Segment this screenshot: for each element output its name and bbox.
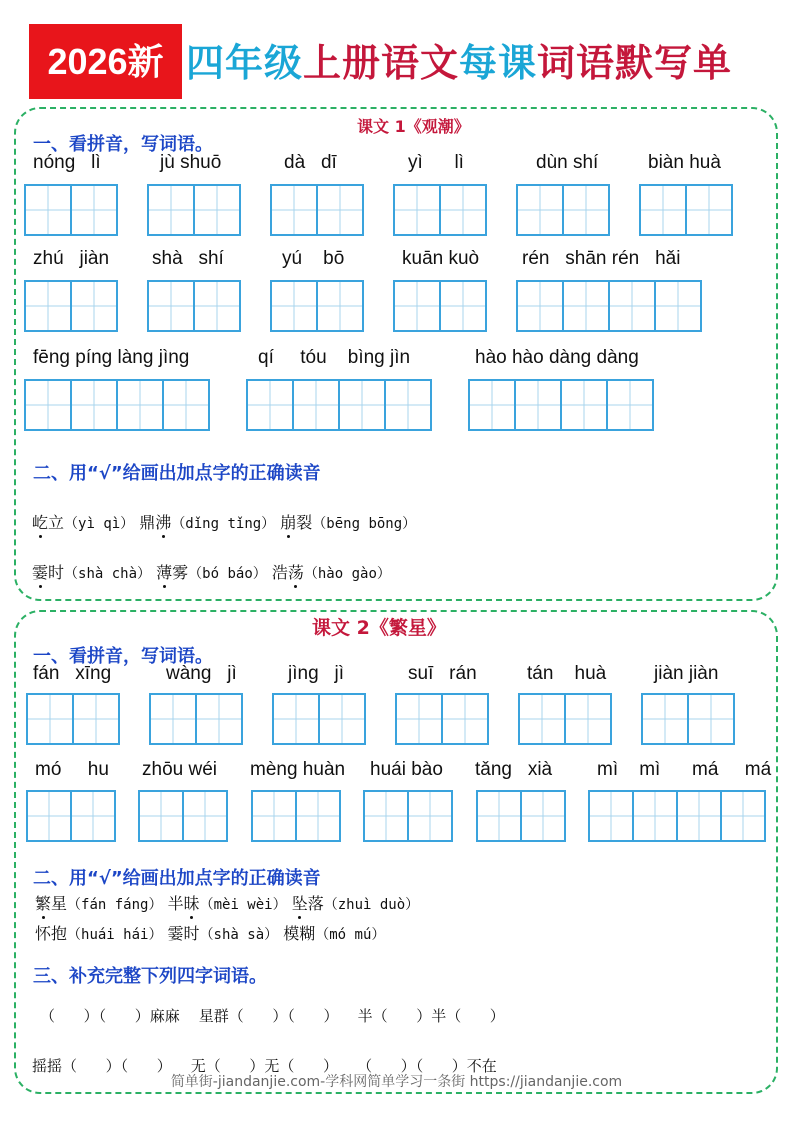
pinyin-label: fán xīng <box>33 663 112 684</box>
dotted-character: 霎 <box>32 560 48 583</box>
pinyin-label: mì mì má má <box>597 759 772 780</box>
writing-cell[interactable] <box>318 693 366 745</box>
pinyin-label: huái bào <box>370 759 443 780</box>
word <box>32 513 64 532</box>
pinyin-label: qí tóu bìng jìn <box>258 347 411 368</box>
character: 裂 <box>296 513 313 532</box>
writing-cell[interactable] <box>516 280 564 332</box>
writing-grid[interactable] <box>516 280 702 332</box>
dotted-character: 薄 <box>156 560 172 583</box>
writing-cell[interactable] <box>316 280 364 332</box>
pinyin-label: yì lì <box>408 152 464 173</box>
dotted-character: 崩 <box>280 510 296 533</box>
pronunciation-line <box>32 510 416 533</box>
pronunciation-options[interactable]: （hào gào） <box>303 566 391 582</box>
writing-cell[interactable] <box>608 280 656 332</box>
word <box>35 894 67 913</box>
writing-cell[interactable] <box>26 790 72 842</box>
writing-grid[interactable] <box>588 790 766 842</box>
writing-grid[interactable] <box>26 790 116 842</box>
writing-cell[interactable] <box>162 379 210 431</box>
title-part-each: 每课 <box>459 41 538 85</box>
writing-grid[interactable] <box>518 693 612 745</box>
writing-cell[interactable] <box>70 280 118 332</box>
pronunciation-options[interactable]: （mèi wèi） <box>199 897 287 913</box>
writing-grid[interactable] <box>138 790 228 842</box>
dotted-character: 荡 <box>288 560 304 583</box>
dotted-character: 屹 <box>32 510 48 533</box>
title-part-grade: 四年级 <box>186 41 304 85</box>
pinyin-label: mèng huàn <box>250 759 346 780</box>
word <box>292 894 324 913</box>
writing-grid[interactable] <box>639 184 733 236</box>
title-part-subject: 上册语文 <box>303 41 460 85</box>
writing-cell[interactable] <box>562 280 610 332</box>
writing-cell[interactable] <box>26 693 74 745</box>
pinyin-label: jiàn jiàn <box>654 663 719 684</box>
pinyin-label: jìng jì <box>288 663 344 684</box>
writing-grid[interactable] <box>395 693 489 745</box>
writing-cell[interactable] <box>685 184 733 236</box>
writing-cell[interactable] <box>193 280 241 332</box>
character: 星 <box>51 894 68 913</box>
writing-cell[interactable] <box>70 379 118 431</box>
writing-cell[interactable] <box>182 790 228 842</box>
writing-cell[interactable] <box>639 184 687 236</box>
writing-cell[interactable] <box>439 184 487 236</box>
writing-grid[interactable] <box>147 184 241 236</box>
pinyin-label: fēng píng làng jìng <box>33 347 190 368</box>
pronunciation-options[interactable]: （yì qì） <box>64 516 135 532</box>
pronunciation-line <box>32 560 391 583</box>
writing-cell[interactable] <box>138 790 184 842</box>
writing-cell[interactable] <box>24 280 72 332</box>
writing-cell[interactable] <box>384 379 432 431</box>
pronunciation-options[interactable]: （bó báo） <box>188 566 267 582</box>
writing-cell[interactable] <box>292 379 340 431</box>
writing-grid[interactable] <box>24 280 118 332</box>
character: 雾 <box>172 563 189 582</box>
writing-cell[interactable] <box>295 790 341 842</box>
pronunciation-options[interactable]: （zhuì duò） <box>323 897 420 913</box>
lesson1-title: 课文 1《观潮》 <box>357 117 470 136</box>
writing-cell[interactable] <box>195 693 243 745</box>
writing-cell[interactable] <box>338 379 386 431</box>
dotted-character: 昧 <box>184 891 200 914</box>
writing-grid[interactable] <box>149 693 243 745</box>
writing-cell[interactable] <box>147 184 195 236</box>
pronunciation-options[interactable]: （bēng bōng） <box>312 516 417 532</box>
writing-cell[interactable] <box>393 184 441 236</box>
pinyin-label: mó hu <box>35 759 109 780</box>
dotted-character: 坠 <box>292 891 308 914</box>
pinyin-label: yú bō <box>282 248 345 269</box>
footer-watermark: 简单街-jiandanjie.com-学科网简单学习一条街 https://jiandanjie.com <box>170 1074 623 1090</box>
writing-grid[interactable] <box>476 790 566 842</box>
lesson2-section3-heading: 三、补充完整下列四字词语。 <box>33 966 267 987</box>
writing-cell[interactable] <box>393 280 441 332</box>
word <box>280 513 312 532</box>
word: 模糊 <box>283 924 316 943</box>
writing-grid[interactable] <box>272 693 366 745</box>
writing-cell[interactable] <box>468 379 516 431</box>
pronunciation-options[interactable]: （fán fáng） <box>67 897 163 913</box>
lesson1-section2-heading: 二、用“√”给画出加点字的正确读音 <box>33 463 321 484</box>
writing-cell[interactable] <box>516 184 564 236</box>
word <box>32 563 64 582</box>
character: 鼎 <box>139 513 156 532</box>
writing-cell[interactable] <box>116 379 164 431</box>
dotted-character: 繁 <box>35 891 51 914</box>
writing-cell[interactable] <box>441 693 489 745</box>
writing-cell[interactable] <box>520 790 566 842</box>
word: 怀抱 <box>35 924 68 943</box>
pinyin-label: zhú jiàn <box>33 248 110 269</box>
pronunciation-options[interactable]: （shà chà） <box>64 566 152 582</box>
writing-cell[interactable] <box>654 280 702 332</box>
character: 落 <box>307 894 324 913</box>
writing-cell[interactable] <box>24 184 72 236</box>
writing-cell[interactable] <box>395 693 443 745</box>
writing-cell[interactable] <box>562 184 610 236</box>
pinyin-label: tán huà <box>527 663 607 684</box>
writing-cell[interactable] <box>363 790 409 842</box>
writing-cell[interactable] <box>193 184 241 236</box>
writing-cell[interactable] <box>270 184 318 236</box>
pinyin-label: kuān kuò <box>402 248 480 269</box>
writing-cell[interactable] <box>270 280 318 332</box>
writing-grid[interactable] <box>246 379 432 431</box>
writing-grid[interactable] <box>24 379 210 431</box>
title-part-sheet: 词语默写单 <box>537 41 733 85</box>
writing-cell[interactable] <box>24 379 72 431</box>
writing-cell[interactable] <box>147 280 195 332</box>
writing-cell[interactable] <box>606 379 654 431</box>
writing-cell[interactable] <box>246 379 294 431</box>
writing-grid[interactable] <box>24 184 118 236</box>
pronunciation-options[interactable]: （huái hái） <box>67 927 163 943</box>
writing-cell[interactable] <box>687 693 735 745</box>
writing-cell[interactable] <box>272 693 320 745</box>
writing-cell[interactable] <box>514 379 562 431</box>
pronunciation-line <box>35 921 385 944</box>
writing-grid[interactable] <box>147 280 241 332</box>
writing-cell[interactable] <box>720 790 766 842</box>
character: 立 <box>48 513 65 532</box>
writing-cell[interactable] <box>560 379 608 431</box>
character: 浩 <box>271 563 288 582</box>
idiom-fill-line[interactable]: 摇摇（ ）（ ） 无（ ）无（ ） （ ）（ ）不在 <box>32 1057 497 1075</box>
writing-cell[interactable] <box>149 693 197 745</box>
writing-cell[interactable] <box>316 184 364 236</box>
lesson2-section2-heading: 二、用“√”给画出加点字的正确读音 <box>33 868 321 889</box>
character: 时 <box>48 563 65 582</box>
writing-cell[interactable] <box>632 790 678 842</box>
pinyin-label: dùn shí <box>536 152 599 173</box>
writing-grid[interactable] <box>516 184 610 236</box>
writing-cell[interactable] <box>70 790 116 842</box>
writing-cell[interactable] <box>641 693 689 745</box>
lesson2-title: 课文 2《繁星》 <box>312 617 446 639</box>
pinyin-label: nóng lì <box>33 152 101 173</box>
pinyin-label: biàn huà <box>648 152 721 173</box>
pinyin-label: jù shuō <box>160 152 222 173</box>
word: 霎时 <box>167 924 200 943</box>
word <box>139 513 171 532</box>
pinyin-label: rén shān rén hǎi <box>522 248 681 269</box>
idiom-fill-line[interactable]: （ ）（ ）麻麻 星群（ ）（ ） 半（ ）半（ ） <box>40 1007 505 1025</box>
pinyin-label: shà shí <box>152 248 224 269</box>
writing-grid[interactable] <box>641 693 735 745</box>
word <box>156 563 188 582</box>
pinyin-label: wàng jì <box>166 663 237 684</box>
page-title <box>186 38 732 88</box>
writing-cell[interactable] <box>439 280 487 332</box>
writing-cell[interactable] <box>72 693 120 745</box>
pinyin-label: zhōu wéi <box>142 759 217 780</box>
writing-grid[interactable] <box>251 790 341 842</box>
writing-cell[interactable] <box>407 790 453 842</box>
writing-grid[interactable] <box>26 693 120 745</box>
writing-grid[interactable] <box>363 790 453 842</box>
pronunciation-line <box>35 891 419 914</box>
year-badge: 2026新 <box>29 24 182 99</box>
dotted-character: 沸 <box>155 510 171 533</box>
writing-cell[interactable] <box>518 693 566 745</box>
writing-cell[interactable] <box>251 790 297 842</box>
pinyin-label: suī rán <box>408 663 477 684</box>
word <box>168 894 200 913</box>
writing-grid[interactable] <box>468 379 654 431</box>
writing-cell[interactable] <box>676 790 722 842</box>
lesson2-section1-heading: 一、看拼音，写词语。 <box>33 646 213 667</box>
writing-grid[interactable] <box>270 280 364 332</box>
lesson1-section1-heading: 一、看拼音，写词语。 <box>33 134 213 155</box>
pronunciation-options[interactable]: （dǐng tǐng） <box>171 516 276 532</box>
writing-grid[interactable] <box>393 184 487 236</box>
pinyin-label: tǎng xià <box>475 759 553 780</box>
pinyin-label: dà dī <box>284 152 337 173</box>
pinyin-label: hào hào dàng dàng <box>475 347 639 368</box>
writing-cell[interactable] <box>588 790 634 842</box>
character: 半 <box>167 894 184 913</box>
writing-cell[interactable] <box>70 184 118 236</box>
pronunciation-options[interactable]: （mó mú） <box>315 927 386 943</box>
writing-grid[interactable] <box>270 184 364 236</box>
word <box>272 563 304 582</box>
writing-cell[interactable] <box>564 693 612 745</box>
writing-grid[interactable] <box>393 280 487 332</box>
writing-cell[interactable] <box>476 790 522 842</box>
pronunciation-options[interactable]: （shà sà） <box>199 927 279 943</box>
